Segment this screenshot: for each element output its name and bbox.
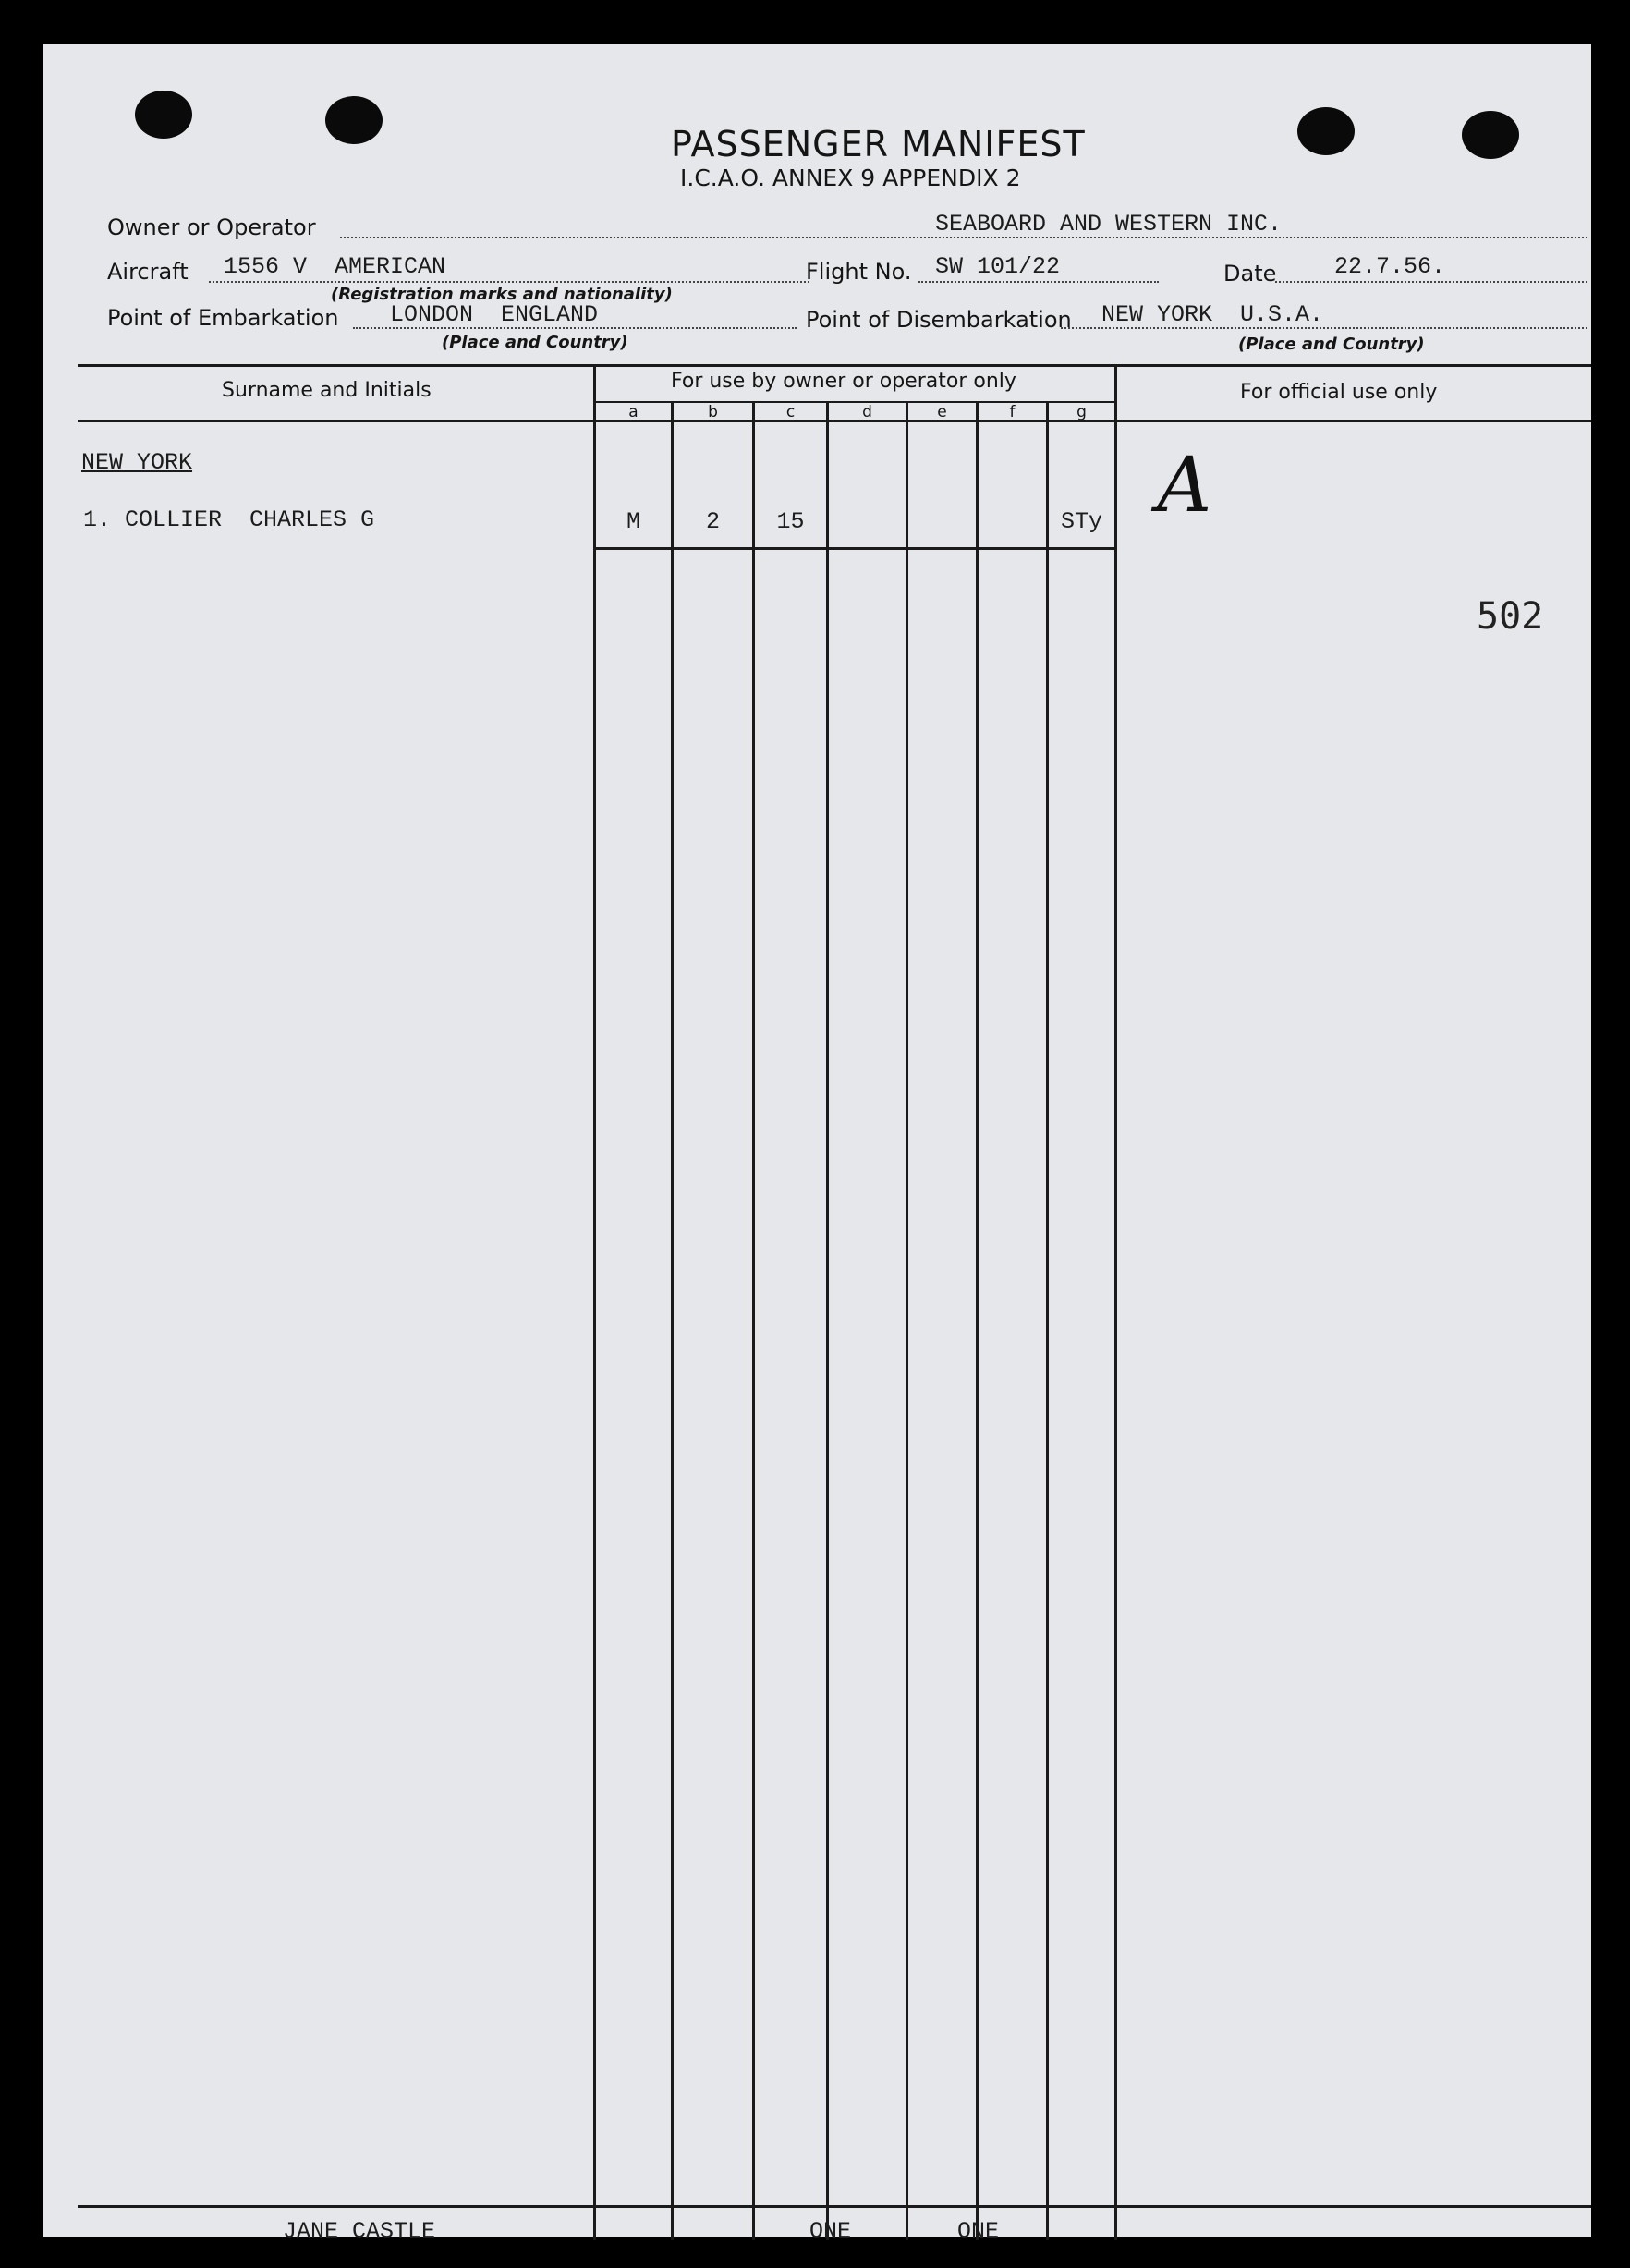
disembark-note: (Place and Country) bbox=[1238, 335, 1425, 354]
aircraft-label: Aircraft bbox=[107, 259, 189, 285]
date-value: 22.7.56. bbox=[1334, 253, 1446, 280]
footer-rule bbox=[78, 2205, 1591, 2208]
cell-g: STy bbox=[1060, 508, 1102, 535]
section-heading: NEW YORK bbox=[81, 449, 193, 476]
sub-col-e: e bbox=[937, 403, 947, 421]
embark-label: Point of Embarkation bbox=[107, 305, 339, 331]
sub-col-c: c bbox=[785, 403, 796, 421]
punch-hole bbox=[1297, 107, 1355, 155]
col-rule-c bbox=[826, 403, 829, 2240]
stamp-number: 502 bbox=[1477, 595, 1544, 638]
owner-value: SEABOARD AND WESTERN INC. bbox=[935, 211, 1283, 238]
footer-page-value: ONE bbox=[809, 2218, 852, 2245]
flight-label: Flight No. bbox=[806, 259, 912, 285]
col-header-owner: For use by owner or operator only bbox=[671, 370, 1016, 393]
col-rule-b bbox=[752, 403, 755, 2240]
col-rule-f bbox=[1046, 403, 1049, 2240]
table-top-rule bbox=[78, 364, 1591, 367]
col-rule-right bbox=[1114, 364, 1117, 2240]
cell-a: M bbox=[626, 508, 640, 535]
manifest-page bbox=[43, 44, 1591, 2245]
date-line bbox=[1275, 281, 1587, 283]
footer-left-value: JANE CASTLE bbox=[283, 2218, 436, 2245]
page-title: PASSENGER MANIFEST bbox=[671, 124, 1086, 165]
col-header-official: For official use only bbox=[1240, 381, 1438, 404]
date-label: Date bbox=[1223, 261, 1277, 287]
flight-line bbox=[918, 281, 1159, 283]
embark-value: LONDON ENGLAND bbox=[390, 301, 599, 328]
handwritten-mark: A bbox=[1157, 442, 1212, 530]
col-rule-a bbox=[671, 403, 674, 2240]
col-rule-d bbox=[906, 403, 908, 2240]
punch-hole bbox=[1462, 111, 1519, 159]
embark-note: (Place and Country) bbox=[442, 333, 628, 352]
col-header-surname: Surname and Initials bbox=[222, 379, 432, 402]
aircraft-note: (Registration marks and nationality) bbox=[331, 285, 673, 304]
cell-c: 15 bbox=[776, 508, 805, 535]
footer-of-value: ONE bbox=[957, 2218, 1000, 2245]
sub-col-d: d bbox=[862, 403, 872, 421]
sub-col-f: f bbox=[1009, 403, 1016, 421]
cell-b: 2 bbox=[705, 508, 720, 535]
sub-col-b: b bbox=[708, 403, 718, 421]
passenger-name: 1. COLLIER CHARLES G bbox=[83, 506, 375, 533]
disembark-label: Point of Disembarkation bbox=[806, 307, 1072, 333]
owner-label: Owner or Operator bbox=[107, 214, 316, 240]
page-subtitle: I.C.A.O. ANNEX 9 APPENDIX 2 bbox=[680, 165, 1021, 191]
punch-hole bbox=[325, 96, 383, 144]
col-rule-e bbox=[976, 403, 979, 2240]
col-rule-left bbox=[593, 364, 596, 2240]
flight-value: SW 101/22 bbox=[935, 253, 1061, 280]
disembark-value: NEW YORK U.S.A. bbox=[1101, 301, 1324, 328]
aircraft-value: 1556 V AMERICAN bbox=[224, 253, 446, 280]
sub-col-g: g bbox=[1077, 403, 1087, 421]
punch-hole bbox=[135, 91, 192, 139]
sub-col-a: a bbox=[628, 403, 639, 421]
aircraft-line bbox=[209, 281, 809, 283]
